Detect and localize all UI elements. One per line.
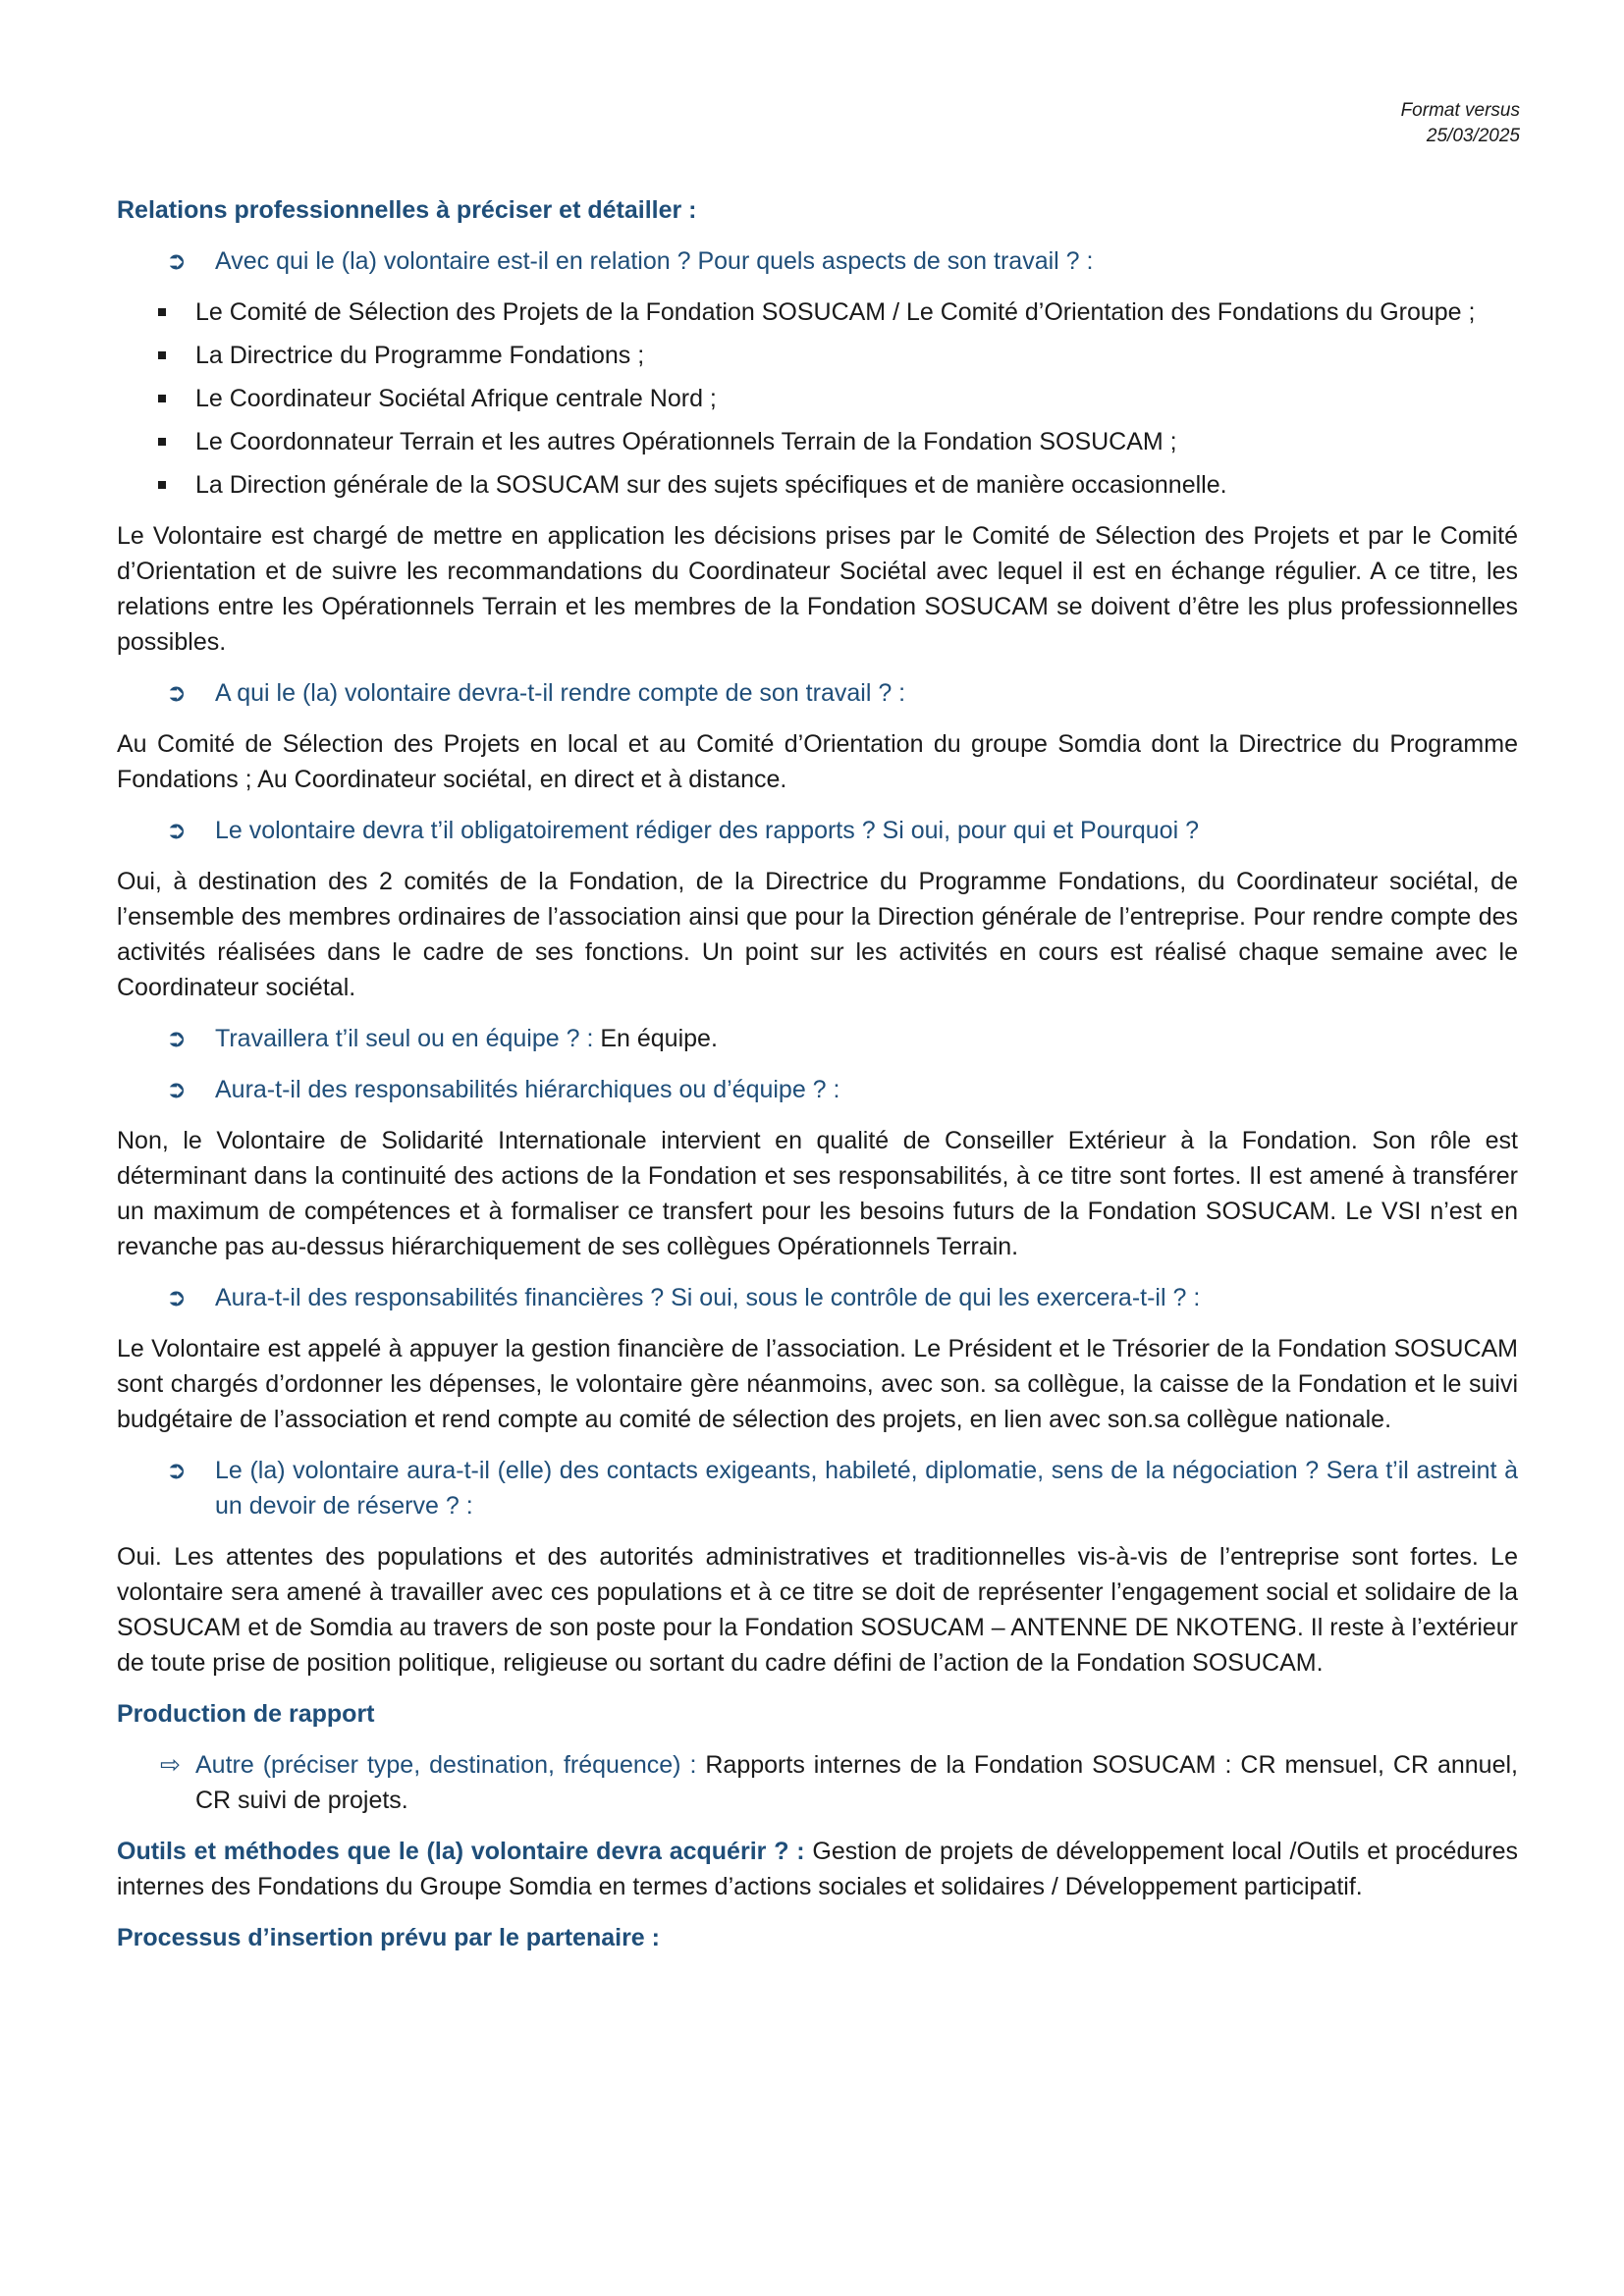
paragraph-contacts: Oui. Les attentes des populations et des autorités administratives et traditionnelles vis-à-vis de l’entreprise sont fortes. Le volontaire sera amené à travailler avec ces populations et à ce titre se doit de représenter l’engagement social et solidaire de la SOSUCAM et de Somdia au travers de son poste pour la Fondation SOSUCAM – ANTENNE DE NKOTENG. Il reste à l’extérieur de toute prise de position politique, religieuse ou sortant du cadre défini de l’action de la Fondation SOSUCAM. (117, 1543, 1518, 1677)
list-item: La Direction générale de la SOSUCAM sur des sujets spécifiques et de manière occasionnelle. (117, 467, 1518, 503)
question-finance (117, 1280, 1518, 1315)
arrow-icon: ➲ (166, 247, 187, 275)
header-format: Format versus (1400, 100, 1520, 121)
arrow-icon: ➲ (166, 1076, 187, 1103)
question-relations (117, 243, 1518, 279)
question-reports (117, 813, 1518, 848)
arrow-icon: ➲ (166, 1025, 187, 1052)
question-hierarchy (117, 1072, 1518, 1107)
arrow-icon: ➲ (166, 1284, 187, 1311)
section-heading-insertion: Processus d’insertion prévu par le partenaire : (117, 1924, 660, 1951)
header-date: 25/03/2025 (1426, 126, 1520, 146)
hollow-arrow-icon: ⇨ (160, 1751, 181, 1779)
answer-team: En équipe. (593, 1025, 718, 1052)
question-text: Avec qui le (la) volontaire est-il en relation ? Pour quels aspects de son travail ? : (215, 247, 1094, 275)
rapport-value: Rapports internes de la Fondation SOSUCAM : CR mensuel, CR annuel, CR suivi de projets. (195, 1751, 1518, 1814)
square-bullet-icon (158, 308, 166, 316)
question-text: Le (la) volontaire aura-t-il (elle) des contacts exigeants, habileté, diplomatie, sens de la négociation ? Sera t’il astreint à un devoir de réserve ? : (215, 1457, 1518, 1520)
list-item: La Directrice du Programme Fondations ; (117, 338, 1518, 373)
question-team (117, 1021, 1518, 1056)
question-text: Aura-t-il des responsabilités hiérarchiques ou d’équipe ? : (215, 1076, 840, 1103)
paragraph-reporting: Au Comité de Sélection des Projets en local et au Comité d’Orientation du groupe Somdia dont la Directrice du Programme Fondations ; Au Coordinateur sociétal, en direct et à distance. (117, 730, 1518, 793)
rapport-item (117, 1747, 1518, 1818)
paragraph-finance: Le Volontaire est appelé à appuyer la gestion financière de l’association. Le Président et le Trésorier de la Fondation SOSUCAM sont chargés d’ordonner les dépenses, le volontaire gère néanmoins, avec son. sa collègue, la caisse de la Fondation et le suivi budgétaire de l’association et rend compte au comité de sélection des projets, en lien avec son.sa collègue nationale. (117, 1335, 1518, 1433)
square-bullet-icon (158, 481, 166, 489)
relations-list (117, 294, 1518, 503)
square-bullet-icon (158, 351, 166, 359)
question-text: A qui le (la) volontaire devra-t-il rendre compte de son travail ? : (215, 679, 906, 707)
outils-label: Outils et méthodes que le (la) volontaire devra acquérir ? : (117, 1838, 805, 1865)
question-contacts (117, 1453, 1518, 1523)
page-header (1401, 98, 1520, 149)
document-body (117, 192, 1518, 1971)
question-reporting (117, 675, 1518, 711)
square-bullet-icon (158, 438, 166, 446)
list-item: Le Coordonnateur Terrain et les autres Opérationnels Terrain de la Fondation SOSUCAM ; (117, 424, 1518, 459)
rapport-label: Autre (préciser type, destination, fréquence) : (195, 1751, 697, 1779)
question-text: Le volontaire devra t’il obligatoirement rédiger des rapports ? Si oui, pour qui et Pourquoi ? (215, 817, 1199, 844)
paragraph-relations: Le Volontaire est chargé de mettre en application les décisions prises par le Comité de Sélection des Projets et par le Comité d’Orientation et de suivre les recommandations du Coordinateur Sociétal avec lequel il est en échange régulier. A ce titre, les relations entre les Opérationnels Terrain et les membres de la Fondation SOSUCAM se doivent d’être les plus professionnelles possibles. (117, 522, 1518, 656)
paragraph-hierarchy: Non, le Volontaire de Solidarité Internationale intervient en qualité de Conseiller Extérieur à la Fondation. Son rôle est déterminant dans la continuité des actions de la Fondation et ses responsabilités, à ce titre sont fortes. Il est amené à transférer un maximum de compétences et à formaliser ce transfert pour les besoins futurs de la Fondation SOSUCAM. Le VSI n’est en revanche pas au-dessus hiérarchiquement de ses collègues Opérationnels Terrain. (117, 1127, 1518, 1260)
paragraph-reports: Oui, à destination des 2 comités de la Fondation, de la Directrice du Programme Fondations, du Coordinateur sociétal, de l’ensemble des membres ordinaires de l’association ainsi que pour la Direction générale de l’entreprise. Pour rendre compte des activités réalisées dans le cadre de ses fonctions. Un point sur les activités en cours est réalisé chaque semaine avec le Coordinateur sociétal. (117, 868, 1518, 1001)
arrow-icon: ➲ (166, 1457, 187, 1484)
outils-value: Gestion de projets de développement local /Outils et procédures internes des Fondations du Groupe Somdia en termes d’actions sociales et solidaires / Développement participatif. (117, 1838, 1518, 1900)
section-heading-relations: Relations professionnelles à préciser et détailler : (117, 196, 697, 224)
paragraph-outils (117, 1834, 1518, 1904)
question-text: Aura-t-il des responsabilités financières ? Si oui, sous le contrôle de qui les exercera-t-il ? : (215, 1284, 1201, 1311)
question-text: Travaillera t’il seul ou en équipe ? : (215, 1025, 594, 1052)
arrow-icon: ➲ (166, 817, 187, 844)
arrow-icon: ➲ (166, 679, 187, 707)
section-heading-rapport: Production de rapport (117, 1700, 375, 1728)
list-item: Le Coordinateur Sociétal Afrique centrale Nord ; (117, 381, 1518, 416)
list-item: Le Comité de Sélection des Projets de la Fondation SOSUCAM / Le Comité d’Orientation des Fondations du Groupe ; (117, 294, 1518, 330)
square-bullet-icon (158, 395, 166, 402)
